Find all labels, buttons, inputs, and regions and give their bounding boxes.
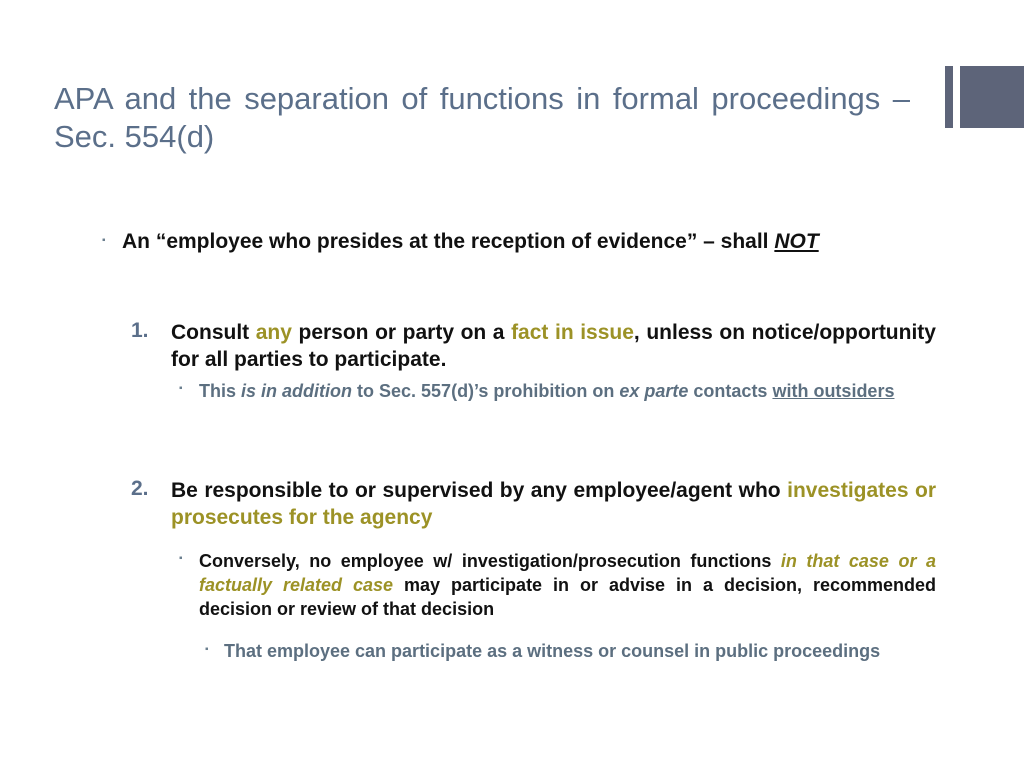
sub-part: Conversely, no employee w/ investigation/prosecution functions [199, 551, 781, 571]
item-1-highlight-fact: fact in issue [511, 321, 634, 344]
item-1-text [171, 319, 936, 373]
main-bullet-text: An “employee who presides at the reception of evidence” – shall [122, 230, 775, 253]
item-2-text [171, 477, 936, 531]
item-2-sub-bullet [199, 549, 936, 621]
slide-title: APA and the separation of functions in formal proceedings – Sec. 554(d) [54, 81, 910, 154]
sub-bullet-marker: ▪ [179, 383, 183, 394]
item-1-part: person or party on a [291, 321, 512, 344]
sub-part: may participate in or advise in a decision, recommended decision or review of that decision [199, 575, 936, 619]
item-2-part: Be responsible to or supervised by any employee/agent who [171, 479, 788, 502]
item-1-highlight-any: any [255, 321, 292, 344]
item-1-number: 1. [131, 319, 149, 342]
sub-emphasis: is in addition [241, 381, 353, 401]
sub-sub-bullet-marker: ▪ [205, 644, 209, 655]
item-1-part: Consult [171, 321, 256, 344]
logo-thin-bar [945, 66, 953, 128]
item-1-sub-bullet [199, 379, 936, 403]
sub-highlight: in that case or a factually related case [199, 551, 936, 595]
bullet-marker: ▪ [102, 235, 106, 246]
logo-thick-bar [960, 66, 1024, 128]
sub-part: to Sec. 557(d)’s prohibition on [352, 381, 620, 401]
sub-bullet-marker: ▪ [179, 553, 183, 564]
sub-part: contacts [688, 381, 773, 401]
item-2-number: 2. [131, 477, 149, 500]
item-2-sub-sub-bullet: That employee can participate as a witness or counsel in public proceedings [224, 641, 881, 661]
sub-part: This [199, 381, 242, 401]
main-bullet-emphasis: NOT [774, 230, 819, 253]
sub-emphasis: ex parte [619, 381, 689, 401]
item-2-highlight: investigates or prosecutes for the agency [171, 479, 936, 529]
item-1-part: , unless on notice/opportunity for all parties to participate. [171, 321, 936, 371]
sub-underlined: with outsiders [772, 381, 895, 401]
main-bullet [122, 228, 936, 255]
